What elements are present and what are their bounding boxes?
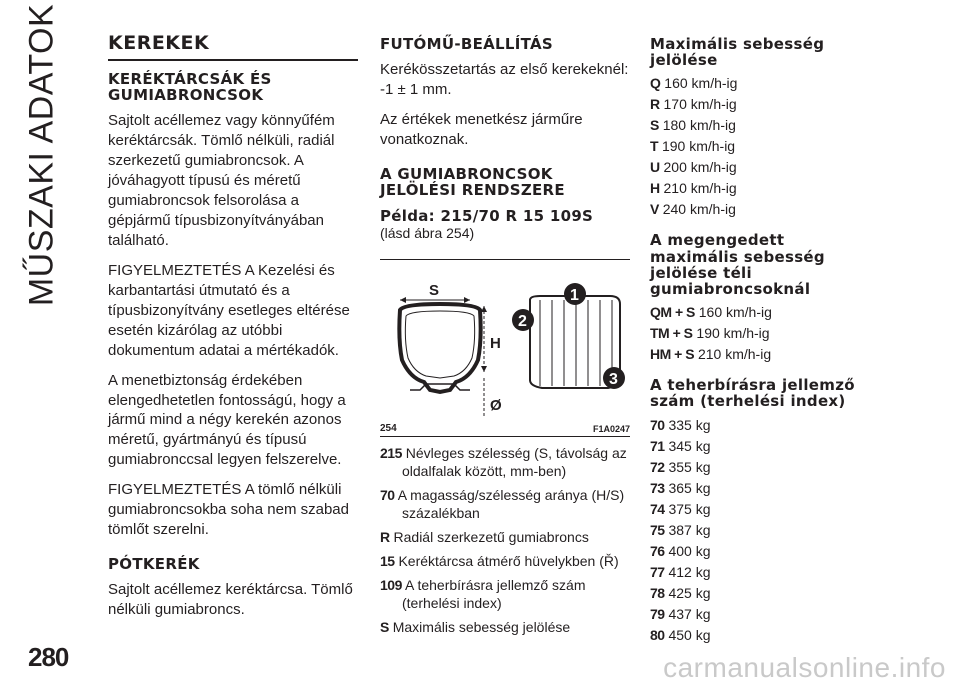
- winter-speed-heading: A megengedett maximális sebesség jelölése téli gumiabroncsoknál: [650, 231, 825, 298]
- callout-1-label: 1: [570, 287, 579, 305]
- column-alignment: [380, 34, 630, 642]
- spare-wheel-heading: PÓTKERÉK: [108, 555, 200, 574]
- rims-paragraph: Sajtolt acéllemez vagy könnyűfém keréktárcsák. Tömlő nélküli, radiál szerkezetű gumiabroncsok. A jóváhagyott típusú és méretű gumiabroncsok felsorolása a gépjármű típusbizonyítványában található.: [108, 112, 335, 249]
- marking-legend: [380, 445, 630, 636]
- toe-in-paragraph: Kerékösszetartás az első kerekeknél: -1 ± 1 mm.: [380, 61, 629, 99]
- load-row: 74 375 kg: [650, 500, 711, 517]
- rims-tyres-heading: KERÉKTÁRCSÁK ÉS GUMIABRONCSOK: [108, 69, 272, 105]
- column-wheels: [108, 34, 358, 630]
- load-index-heading: A teherbírásra jellemző szám (terhelési index): [650, 376, 855, 411]
- figure-code: F1A0247: [592, 424, 630, 435]
- speed-row: V 240 km/h-ig: [650, 201, 736, 218]
- page-number: 280: [28, 642, 69, 672]
- figure-number: 254: [380, 423, 397, 435]
- kerb-weight-note: Az értékek menetkész járműre vonatkoznak.: [380, 111, 583, 148]
- tyre-cross-section-diagram: [380, 260, 630, 438]
- winter-speed-row: TM + S 190 km/h-ig: [650, 325, 770, 342]
- load-row: 76 400 kg: [650, 542, 711, 559]
- callout-3-label: 3: [609, 371, 618, 389]
- speed-row: H 210 km/h-ig: [650, 180, 737, 197]
- load-row: 70 335 kg: [650, 416, 711, 433]
- load-row: 73 365 kg: [650, 479, 711, 496]
- width-label: S: [429, 282, 440, 300]
- alignment-heading: FUTÓMŰ-BEÁLLÍTÁS: [380, 35, 554, 53]
- column-speed-load: [650, 34, 860, 649]
- page-heading: KEREKEK: [108, 34, 358, 61]
- callout-2-label: 2: [518, 313, 527, 331]
- load-row: 79 437 kg: [650, 605, 711, 622]
- speed-row: S 180 km/h-ig: [650, 117, 736, 134]
- load-row: 80 450 kg: [650, 626, 711, 643]
- legend-item: 70 A magasság/szélesség aránya (H/S) százalékban: [380, 487, 625, 522]
- figure-reference: (lásd ábra 254): [380, 224, 475, 241]
- safety-paragraph: A menetbiztonság érdekében elengedhetetlen fontosságú, hogy a jármű mind a négy kerekén azonos méretű, gyártmányú és típusú gumiabronccsal legyen felszerelve.: [108, 371, 346, 469]
- diameter-label: Ø: [490, 397, 502, 415]
- load-row: 75 387 kg: [650, 521, 711, 538]
- spare-wheel-paragraph: Sajtolt acéllemez keréktárcsa. Tömlő nélküli gumiabroncs.: [108, 581, 353, 619]
- warning-paragraph-1: FIGYELMEZTETÉS A Kezelési és karbantartási útmutató és a típusbizonyítvány esetleges eltérése esetén kizárólag az utóbbi dokumentum adatai a mértékadók.: [108, 261, 350, 359]
- speed-list: [650, 76, 860, 216]
- height-label: H: [490, 335, 501, 353]
- legend-item: 15 Keréktárcsa átmérő hüvelykben (Ř): [380, 552, 619, 569]
- legend-item: S Maximális sebesség jelölése: [380, 618, 571, 635]
- speed-row: T 190 km/h-ig: [650, 138, 736, 155]
- load-index-list: [650, 418, 860, 642]
- load-row: 78 425 kg: [650, 584, 711, 601]
- legend-item: 109 A teherbírásra jellemző szám (terhelési index): [380, 576, 586, 611]
- speed-row: Q 160 km/h-ig: [650, 75, 738, 92]
- speed-row: R 170 km/h-ig: [650, 96, 737, 113]
- legend-item: R Radiál szerkezetű gumiabroncs: [380, 528, 589, 545]
- winter-speed-row: HM + S 210 km/h-ig: [650, 346, 772, 363]
- section-sidebar-title: [12, 3, 72, 307]
- load-row: 77 412 kg: [650, 563, 711, 580]
- load-row: 72 355 kg: [650, 458, 711, 475]
- winter-speed-list: [650, 305, 860, 361]
- watermark: carmanualsonline.info: [663, 652, 946, 683]
- winter-speed-row: QM + S 160 km/h-ig: [650, 304, 772, 321]
- tyre-marking-heading: A GUMIABRONCSOK JELÖLÉSI RENDSZERE: [380, 164, 565, 200]
- warning-paragraph-2: FIGYELMEZTETÉS A tömlő nélküli gumiabroncsokba soha nem szabad tömlőt szerelni.: [108, 481, 349, 539]
- example-heading: Példa: 215/70 R 15 109S: [380, 207, 594, 226]
- speed-rating-heading: Maximális sebesség jelölése: [650, 35, 825, 70]
- load-row: 71 345 kg: [650, 437, 711, 454]
- legend-item: 215 Névleges szélesség (S, távolság az oldalfalak között, mm-ben): [380, 445, 627, 480]
- speed-row: U 200 km/h-ig: [650, 159, 737, 176]
- tyre-section-figure: [380, 259, 630, 437]
- section-title-text: MŰSZAKI ADATOK: [22, 3, 61, 307]
